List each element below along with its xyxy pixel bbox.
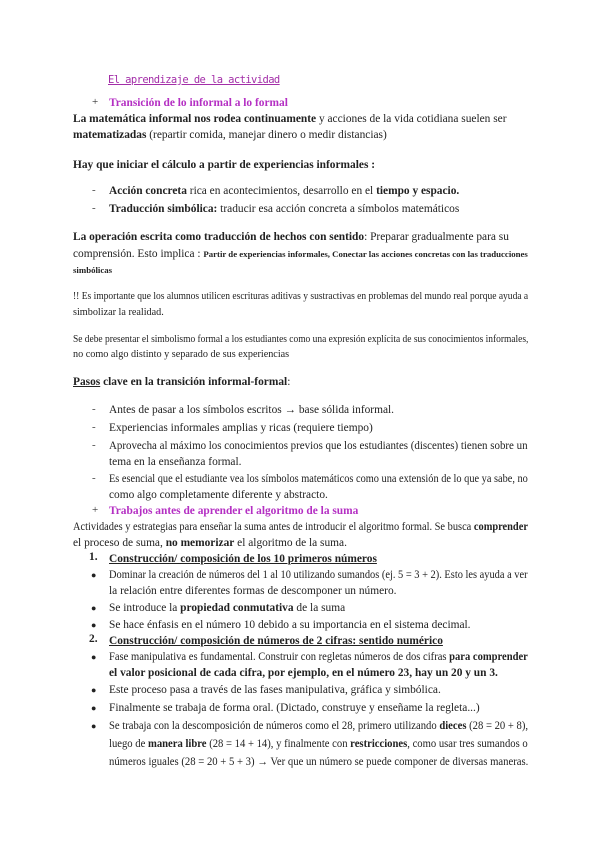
bullet-icon: ●	[91, 603, 97, 613]
paragraph: matematizadas (repartir comida, manejar dinero o medir distancias)	[73, 129, 387, 141]
paragraph: no como algo distinto y separado de sus experiencias	[73, 349, 290, 360]
list-item: Antes de pasar a los símbolos escritos → base sólida informal.	[109, 404, 395, 416]
list-item: Es esencial que el estudiante vea los símbolos matemáticos como una extensión de lo que ya sabe, no	[109, 473, 528, 485]
plus-bullet-icon: +	[92, 96, 99, 108]
list-item: Dominar la creación de números del 1 al 10 utilizando sumandos (ej. 5 = 3 + 2). Esto les ayuda a ver	[109, 569, 528, 581]
section-heading-transicion: Transición de lo informal a lo formal	[109, 97, 288, 109]
dash-bullet-icon: -	[92, 403, 96, 415]
paragraph: simbolizar la realidad.	[73, 307, 164, 318]
paragraph: !! Es importante que los alumnos utilicen escrituras aditivas y sustractivas en problemas del mundo real porque ayuda a	[73, 291, 529, 302]
dash-bullet-icon: -	[92, 184, 96, 196]
list-item: Traducción simbólica: traducir esa acción concreta a símbolos matemáticos	[109, 203, 460, 215]
bullet-icon: ●	[91, 685, 97, 695]
dash-bullet-icon: -	[92, 421, 96, 433]
paragraph: simbólicas	[73, 265, 113, 275]
paragraph: La matemática informal nos rodea continuamente y acciones de la vida cotidiana suelen ser	[73, 113, 507, 125]
bullet-icon: ●	[91, 721, 97, 731]
list-item: Aprovecha al máximo los conocimientos previos que los estudiantes (discentes) tienen sobre un	[109, 440, 528, 452]
section-heading-trabajos: Trabajos antes de aprender el algoritmo de la suma	[109, 505, 359, 517]
list-item: números iguales (28 = 20 + 5 + 3) → Ver que un número se puede componer de diversas maneras.	[109, 756, 529, 768]
list-item: luego de manera libre (28 = 14 + 14), y finalmente con restricciones, como usar tres sumandos o	[109, 738, 528, 750]
list-item: Experiencias informales amplias y ricas (requiere tiempo)	[109, 422, 373, 434]
paragraph: el proceso de suma, no memorizar el algoritmo de la suma.	[73, 537, 347, 549]
list-item: la relación entre diferentes formas de descomponer un número.	[109, 585, 397, 597]
paragraph: Hay que iniciar el cálculo a partir de experiencias informales :	[73, 159, 376, 171]
list-item: el valor posicional de cada cifra, por ejemplo, en el número 23, hay un 20 y un 3.	[109, 667, 498, 679]
document-title: El aprendizaje de la actividad	[108, 74, 280, 86]
list-item: Finalmente se trabaja de forma oral. (Dictado, construye y enseñame la regleta...)	[109, 702, 480, 714]
list-number: 2.	[89, 633, 98, 645]
dash-bullet-icon: -	[92, 202, 96, 214]
list-item: Este proceso pasa a través de las fases manipulativa, gráfica y simbólica.	[109, 684, 441, 696]
bullet-icon: ●	[91, 620, 97, 630]
numbered-heading: Construcción/ composición de números de 2 cifras: sentido numérico	[109, 635, 443, 647]
bullet-icon: ●	[91, 703, 97, 713]
list-item: Acción concreta rica en acontecimientos, desarrollo en el tiempo y espacio.	[109, 185, 460, 197]
numbered-heading: Construcción/ composición de los 10 primeros números	[109, 553, 377, 565]
list-item: tema en la enseñanza formal.	[109, 456, 242, 468]
dash-bullet-icon: -	[92, 472, 96, 484]
list-item: como algo completamente diferente y abstracto.	[109, 489, 328, 501]
paragraph: La operación escrita como traducción de hechos con sentido: Preparar gradualmente para su	[73, 231, 509, 243]
paragraph: Actividades y estrategias para enseñar la suma antes de introducir el algoritmo formal. Se busca comprender	[73, 521, 528, 533]
paragraph: comprensión. Esto implica : Partir de experiencias informales, Conectar las acciones concretas con las traducciones	[73, 248, 528, 260]
dash-bullet-icon: -	[92, 439, 96, 451]
paragraph: Se debe presentar el simbolismo formal a los estudiantes como una expresión explícita de sus conocimientos informales,	[73, 334, 529, 345]
plus-bullet-icon: +	[92, 504, 99, 516]
list-number: 1.	[89, 551, 98, 563]
list-item: Fase manipulativa es fundamental. Construir con regletas números de dos cifras para comprender	[109, 651, 528, 663]
list-item: Se trabaja con la descomposición de números como el 28, primero utilizando dieces (28 = 20 + 8),	[109, 720, 529, 732]
bullet-icon: ●	[91, 652, 97, 662]
section-heading-pasos: Pasos clave en la transición informal-formal:	[73, 376, 291, 388]
list-item: Se hace énfasis en el número 10 debido a su importancia en el sistema decimal.	[109, 619, 471, 631]
list-item: Se introduce la propiedad conmutativa de la suma	[109, 602, 346, 614]
bullet-icon: ●	[91, 570, 97, 580]
